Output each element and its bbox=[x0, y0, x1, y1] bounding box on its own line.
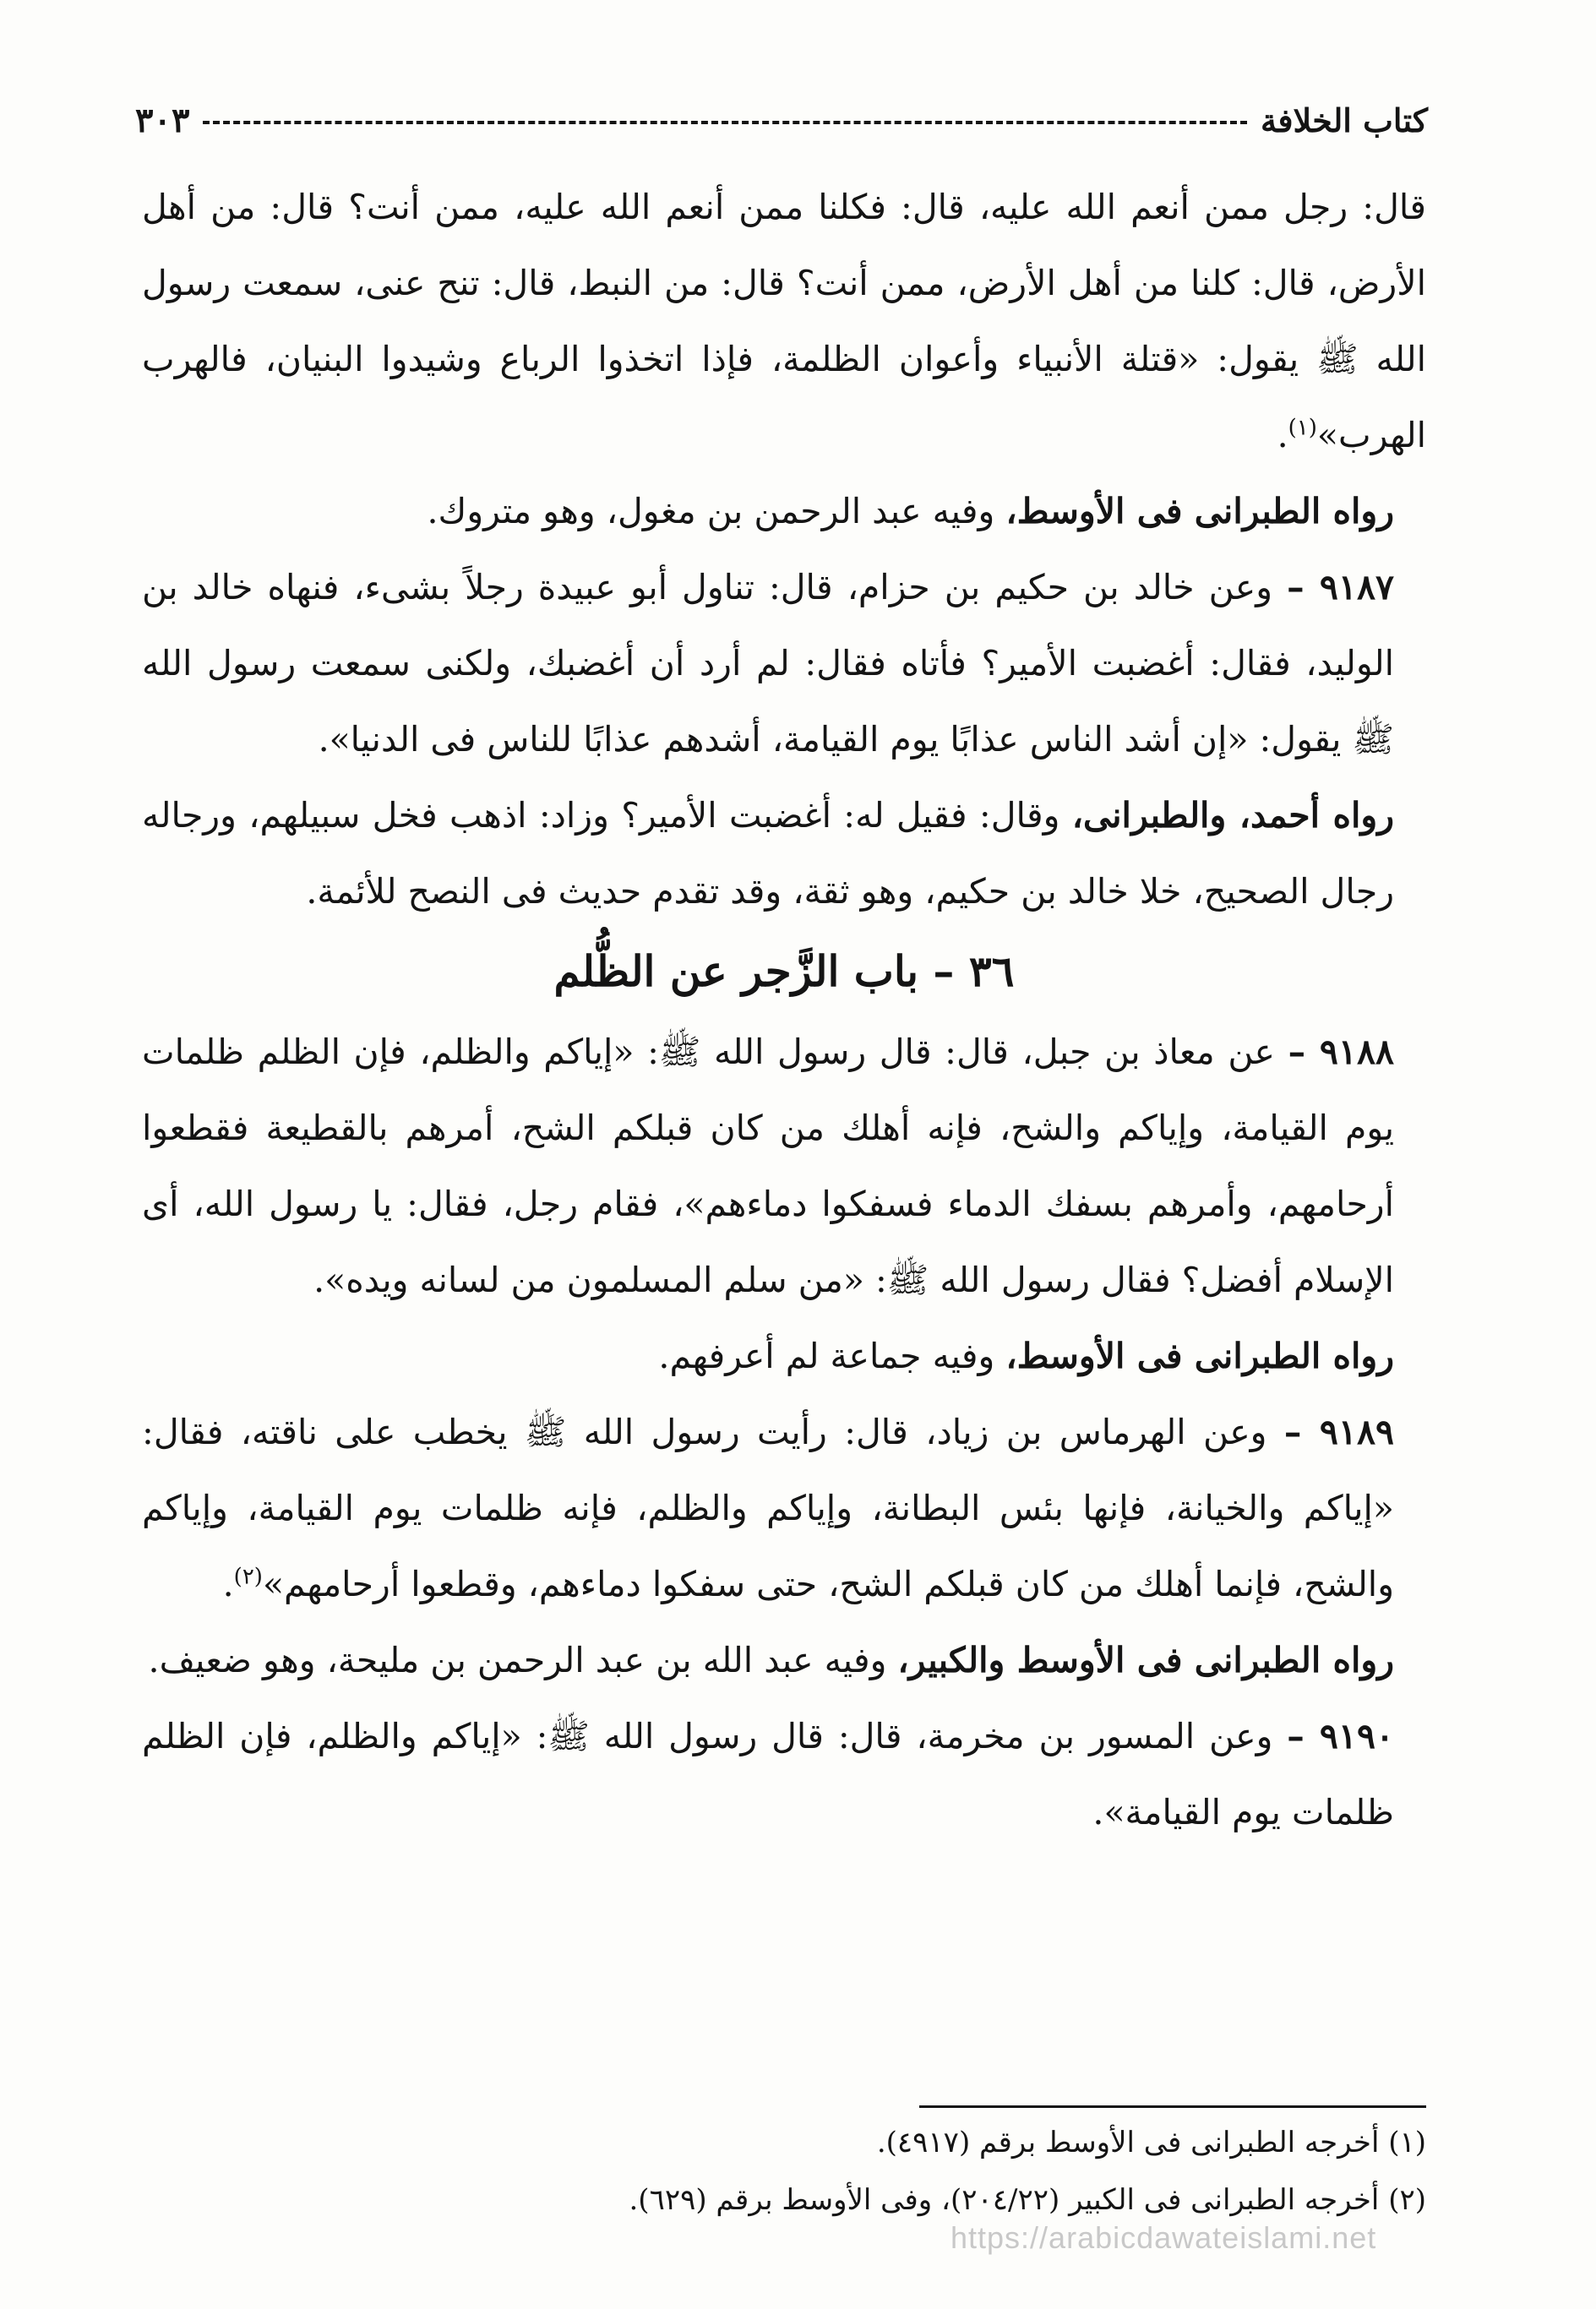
hadith-9190 bbox=[142, 1698, 1426, 1850]
hadith-text: وعن المسور بن مخرمة، قال: قال رسول الله ﷺ: «إياكم والظلم، فإن الظلم ظلمات يوم القيامة». bbox=[142, 1716, 1394, 1832]
source-bold: رواه الطبرانى فى الأوسط والكبير، bbox=[897, 1640, 1394, 1680]
hadith-number: ٩١٩٠ – bbox=[1287, 1716, 1394, 1756]
source-note bbox=[142, 1622, 1426, 1698]
source-note bbox=[142, 777, 1426, 929]
hadith-text: وعن الهرماس بن زياد، قال: رأيت رسول الله ﷺ يخطب على ناقته، فقال: «إياكم والخيانة، فإنها بئس البطانة، وإياكم والظلم، فإنه ظلمات يوم القيامة، وإياكم والشح، فإنما أهلك من كان قبلكم الشح، حتى سفكوا دماءهم، وقطعوا أرحامهم» bbox=[142, 1412, 1394, 1604]
source-bold: رواه أحمد، والطبرانى، bbox=[1071, 795, 1394, 836]
hadith-number: ٩١٨٨ – bbox=[1288, 1032, 1394, 1072]
hadith-number: ٩١٨٩ – bbox=[1283, 1412, 1394, 1452]
paragraph-hadith-continuation: قال: رجل ممن أنعم الله عليه، قال: فكلنا ممن أنعم الله عليه، ممن أنت؟ قال: من أهل الأرض، قال: كلنا من أهل الأرض، ممن أنت؟ قال: من النبط، قال: تنح عنى، سمعت رسول الله ﷺ يقول: «قتلة الأنبياء وأعوان الظلمة، فإذا اتخذوا الرباع وشيدوا البنيان، فالهرب الهرب»$^{(١)}$. bbox=[142, 187, 1426, 455]
source-text: وفيه جماعة لم أعرفهم. bbox=[658, 1336, 1006, 1376]
hadith-9187 bbox=[142, 549, 1426, 777]
watermark-url: https://arabicdawateislami.net bbox=[951, 2220, 1377, 2255]
source-note bbox=[142, 473, 1426, 549]
footnote-divider bbox=[919, 2105, 1426, 2108]
footnote-2: (٢) أخرجه الطبرانى فى الكبير (٢٠٤/٢٢)، وفى الأوسط برقم (٦٢٩). bbox=[629, 2183, 1426, 2217]
hadith-9189: ٩١٨٩ – وعن الهرماس بن زياد، قال: رأيت رسول الله ﷺ يخطب على ناقته، فقال: «إياكم والخيانة، فإنها بئس البطانة، وإياكم والظلم، فإنه ظلمات يوم القيامة، وإياكم والشح، فإنما أهلك من كان قبلكم الشح، حتى سفكوا دماءهم، وقطعوا أرحامهم»$^{(٢)}$. bbox=[142, 1412, 1394, 1604]
footnote-ref-1[interactable]: (١) bbox=[1288, 415, 1317, 441]
hadith-number: ٩١٨٧ – bbox=[1287, 567, 1394, 607]
source-note bbox=[142, 1318, 1426, 1394]
footnote-1: (١) أخرجه الطبرانى فى الأوسط برقم (٤٩١٧). bbox=[876, 2126, 1426, 2159]
hadith-9188 bbox=[142, 1014, 1426, 1318]
paragraph-text: قال: رجل ممن أنعم الله عليه، قال: فكلنا ممن أنعم الله عليه، ممن أنت؟ قال: من أهل الأرض، قال: كلنا من أهل الأرض، ممن أنت؟ قال: من النبط، قال: تنح عنى، سمعت رسول الله ﷺ يقول: «قتلة الأنبياء وأعوان الظلمة، فإذا اتخذوا الرباع وشيدوا البنيان، فالهرب الهرب» bbox=[142, 187, 1426, 455]
chapter-heading: ٣٦ – باب الزَّجر عن الظُّلم bbox=[553, 946, 1015, 996]
hadith-text: وعن خالد بن حكيم بن حزام، قال: تناول أبو عبيدة رجلاً بشىء، فنهاه خالد بن الوليد، فقال: أغضبت الأمير؟ فأتاه فقال: لم أرد أن أغضبك، ولكنى سمعت رسول الله ﷺ يقول: «إن أشد الناس عذابًا يوم القيامة، أشدهم عذابًا للناس فى الدنيا». bbox=[142, 567, 1394, 760]
source-text: وفيه عبد الله بن عبد الرحمن بن مليحة، وهو ضعيف. bbox=[148, 1640, 898, 1680]
footnote-ref-2[interactable]: (٢) bbox=[233, 1564, 263, 1590]
source-text: وفيه عبد الرحمن بن مغول، وهو متروك. bbox=[427, 491, 1006, 531]
header-rule bbox=[203, 121, 1247, 124]
source-bold: رواه الطبرانى فى الأوسط، bbox=[1005, 1336, 1394, 1376]
running-header bbox=[135, 95, 1428, 145]
page-number: ٣٠٣ bbox=[135, 100, 190, 140]
main-text bbox=[142, 169, 1426, 1850]
source-text: وقال: فقيل له: أغضبت الأمير؟ وزاد: اذهب فخل سبيلهم، ورجاله رجال الصحيح، خلا خالد بن حكيم، وهو ثقة، وقد تقدم حديث فى النصح للأئمة. bbox=[142, 795, 1394, 912]
source-bold: رواه الطبرانى فى الأوسط، bbox=[1005, 491, 1394, 531]
hadith-text: عن معاذ بن جبل، قال: قال رسول الله ﷺ: «إياكم والظلم، فإن الظلم ظلمات يوم القيامة، وإياكم والشح، فإنه أهلك من كان قبلكم الشح، أمرهم بالقطيعة فقطعوا أرحامهم، وأمرهم بسفك الدماء فسفكوا دماءهم»، فقام رجل، فقال: يا رسول الله، أى الإسلام أفضل؟ فقال رسول الله ﷺ: «من سلم المسلمون من لسانه ويده». bbox=[142, 1032, 1394, 1300]
book-title: كتاب الخلافة bbox=[1260, 101, 1428, 139]
